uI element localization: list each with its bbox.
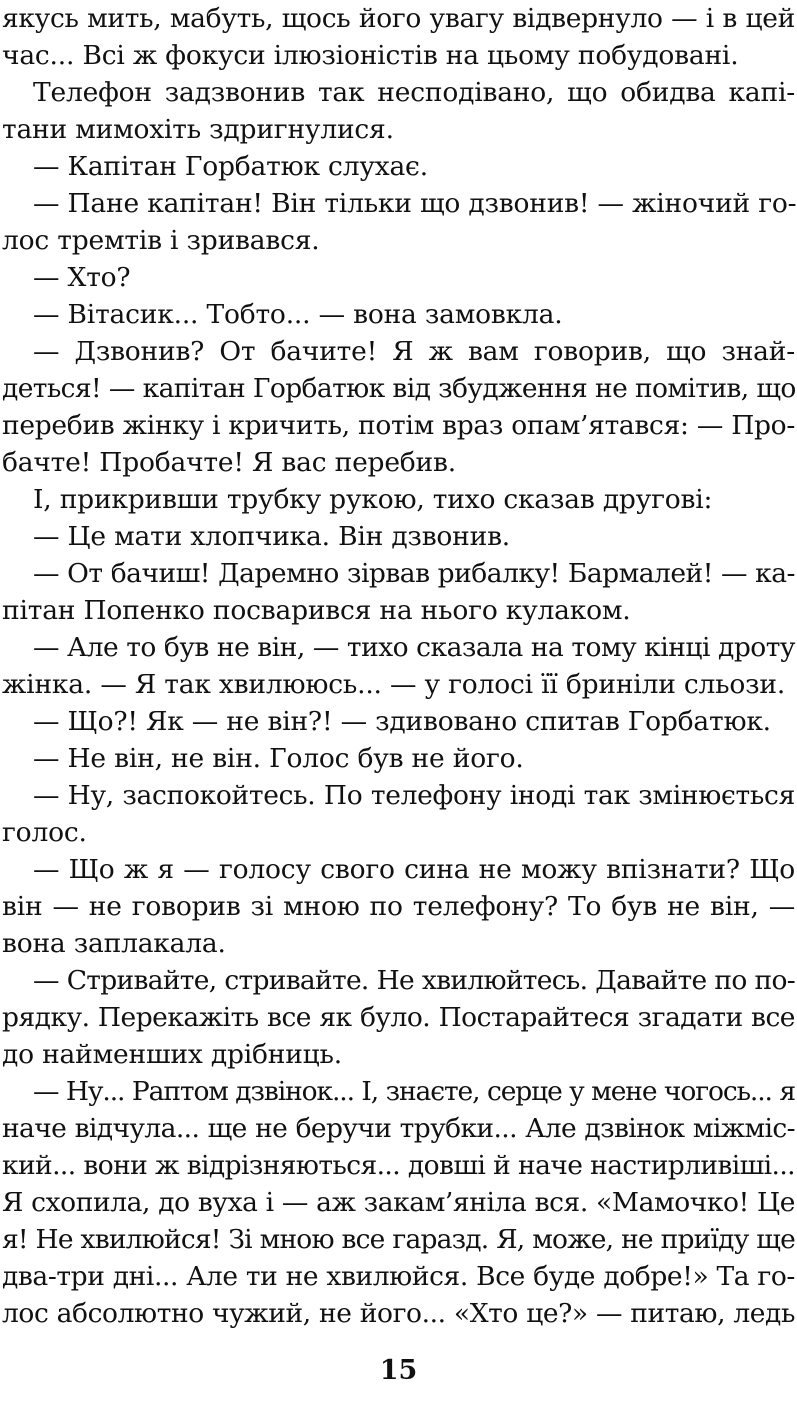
text-line: — Не він, не він. Голос був не його. [33, 743, 524, 774]
text-line: голос. [2, 817, 87, 848]
text-line: — Хто? [33, 262, 131, 293]
text-line: кий... вони ж відрізняються... довші й наче настирливіші... [2, 1150, 795, 1181]
text-line: лос абсолютно чужий, не його... «Хто це?» — питаю, ледь [2, 1298, 795, 1329]
text-line: — Це мати хлопчика. Він дзвонив. [33, 521, 511, 552]
text-line: лос тремтів і зривався. [2, 225, 320, 256]
text-line: — Що ж я — голосу свого сина не можу впізнати? Що [33, 854, 795, 885]
text-line: — От бачиш! Даремно зірвав рибалку! Бармалей! — ка- [33, 558, 795, 589]
text-line: час... Всі ж фокуси ілюзіоністів на цьому побудовані. [2, 40, 739, 71]
text-line: пітан Попенко посварився на нього кулаком. [2, 595, 631, 626]
text-line: Телефон задзвонив так несподівано, що обидва капі- [33, 77, 795, 108]
text-line: якусь мить, мабуть, щось його увагу відвернуло — і в цей [2, 3, 795, 34]
text-line: деться! — капітан Горбатюк від збудження не помітив, що [2, 373, 796, 404]
text-line: — Дзвонив? От бачите! Я ж вам говорив, що знай- [33, 336, 795, 367]
text-line: тани мимохіть здригнулися. [2, 114, 394, 145]
text-line: бачте! Пробачте! Я вас перебив. [2, 447, 456, 478]
text-line: — Але то був не він, — тихо сказала на тому кінці дроту [33, 632, 795, 663]
text-line: рядку. Перекажіть все як було. Постарайтеся згадати все [2, 1002, 795, 1033]
text-line: два-три дні... Але ти не хвилюйся. Все буде добре!» Та го- [2, 1261, 795, 1292]
text-line: вона заплакала. [2, 928, 226, 959]
text-line: я! Не хвилюйся! Зі мною все гаразд. Я, може, не приїду ще [2, 1224, 795, 1255]
text-line: наче відчула... ще не беручи трубки... Але дзвінок міжміс- [2, 1113, 795, 1144]
text-line: до найменших дрібниць. [2, 1039, 342, 1070]
text-line: І, прикривши трубку рукою, тихо сказав другові: [33, 484, 713, 515]
text-line: — Пане капітан! Він тільки що дзвонив! — жіночий го- [33, 188, 797, 219]
text-line: — Ну... Раптом дзвінок... І, знаєте, серце у мене чогось... я [33, 1076, 795, 1107]
text-line: він — не говорив зі мною по телефону? То був не він, — [2, 891, 795, 922]
text-line: Я схопила, до вуха і — аж закам’яніла вся. «Мамочко! Це [2, 1187, 795, 1218]
text-line: — Ну, заспокойтесь. По телефону іноді так змінюється [33, 780, 795, 811]
text-line: — Стривайте, стривайте. Не хвилюйтесь. Давайте по по- [33, 965, 795, 996]
text-line: — Капітан Горбатюк слухає. [33, 151, 428, 182]
page-number: 15 [379, 1355, 418, 1386]
text-line: — Вітасик... Тобто... — вона замовкла. [33, 299, 563, 330]
text-line: перебив жінку і кричить, потім враз опам’ятався: — Про- [2, 410, 795, 441]
text-line: — Що?! Як — не він?! — здивовано спитав Горбатюк. [33, 706, 771, 737]
text-line: жінка. — Я так хвилююсь... — у голосі її бриніли сльози. [2, 669, 786, 700]
